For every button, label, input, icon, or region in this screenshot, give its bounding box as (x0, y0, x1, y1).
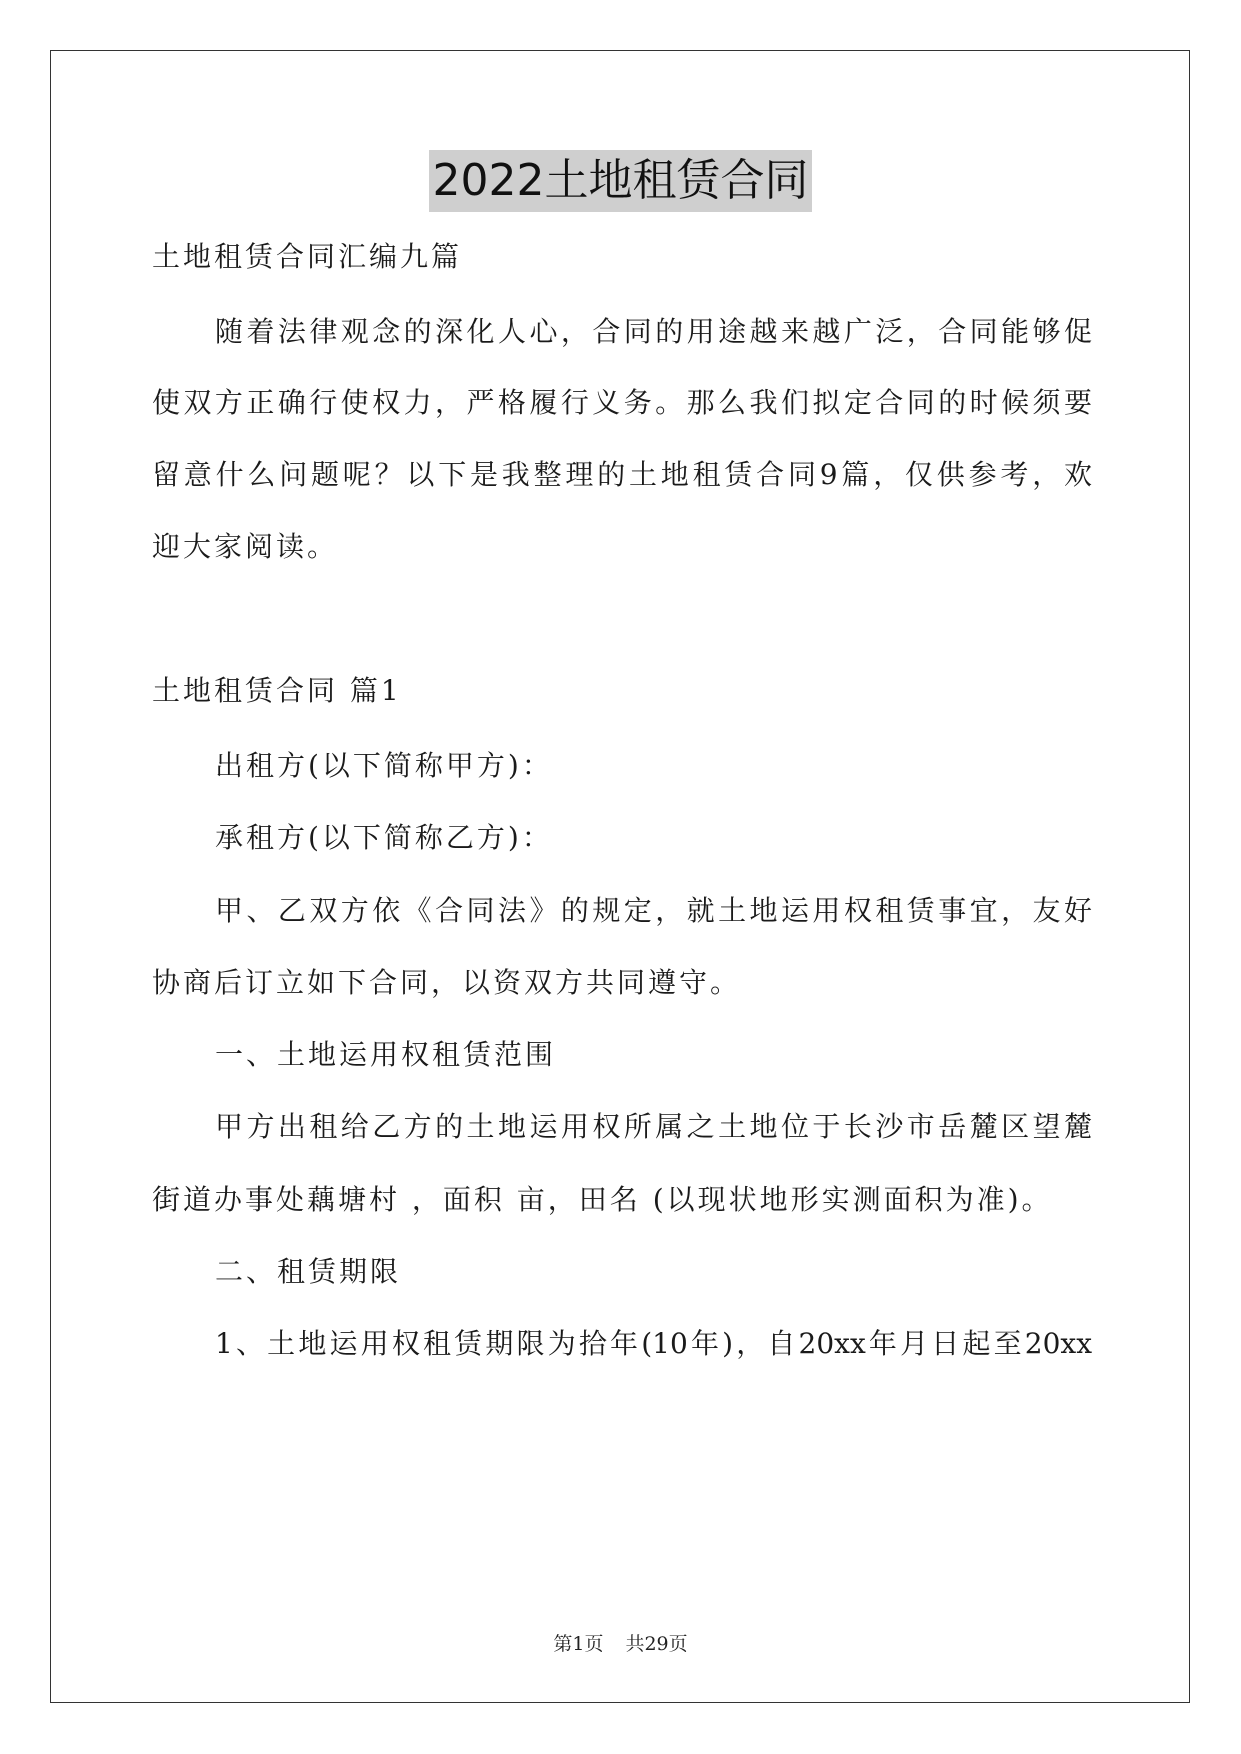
document-title: 2022土地租赁合同 (429, 150, 813, 212)
intro-line-1: 随着法律观念的深化人心，合同的用途越来越广泛，合同能够促 (215, 315, 1092, 348)
page-total: 共29页 (625, 1633, 688, 1655)
clause1-line-1: 甲方出租给乙方的土地运用权所属之土地位于长沙市岳麓区望麓 (215, 1110, 1092, 1143)
intro-line-4: 迎大家阅读。 (152, 530, 339, 563)
page-number: 第1页 (553, 1633, 604, 1655)
lessee-line: 承租方(以下简称乙方)： (215, 821, 553, 854)
page-border (50, 50, 1190, 1703)
title-container (0, 150, 1241, 212)
lessor-line: 出租方(以下简称甲方)： (215, 749, 553, 782)
intro-line-3: 留意什么问题呢？以下是我整理的土地租赁合同9篇，仅供参考，欢 (152, 458, 1092, 491)
clause2-item-1: 1、土地运用权租赁期限为拾年(10年)，自20xx年月日起至20xx (215, 1327, 1092, 1360)
clause2-heading: 二、租赁期限 (215, 1255, 402, 1288)
page-footer (0, 1631, 1241, 1657)
agreement-line-1: 甲、乙双方依《合同法》的规定，就土地运用权租赁事宜，友好 (215, 894, 1092, 927)
clause1-heading: 一、土地运用权租赁范围 (215, 1038, 557, 1071)
section-heading: 土地租赁合同 篇1 (152, 674, 402, 707)
clause1-line-2: 街道办事处藕塘村 ，面积 亩，田名 (以现状地形实测面积为准)。 (152, 1183, 1053, 1216)
agreement-line-2: 协商后订立如下合同，以资双方共同遵守。 (152, 966, 742, 999)
document-subtitle: 土地租赁合同汇编九篇 (152, 240, 463, 273)
intro-line-2: 使双方正确行使权力，严格履行义务。那么我们拟定合同的时候须要 (152, 386, 1092, 419)
